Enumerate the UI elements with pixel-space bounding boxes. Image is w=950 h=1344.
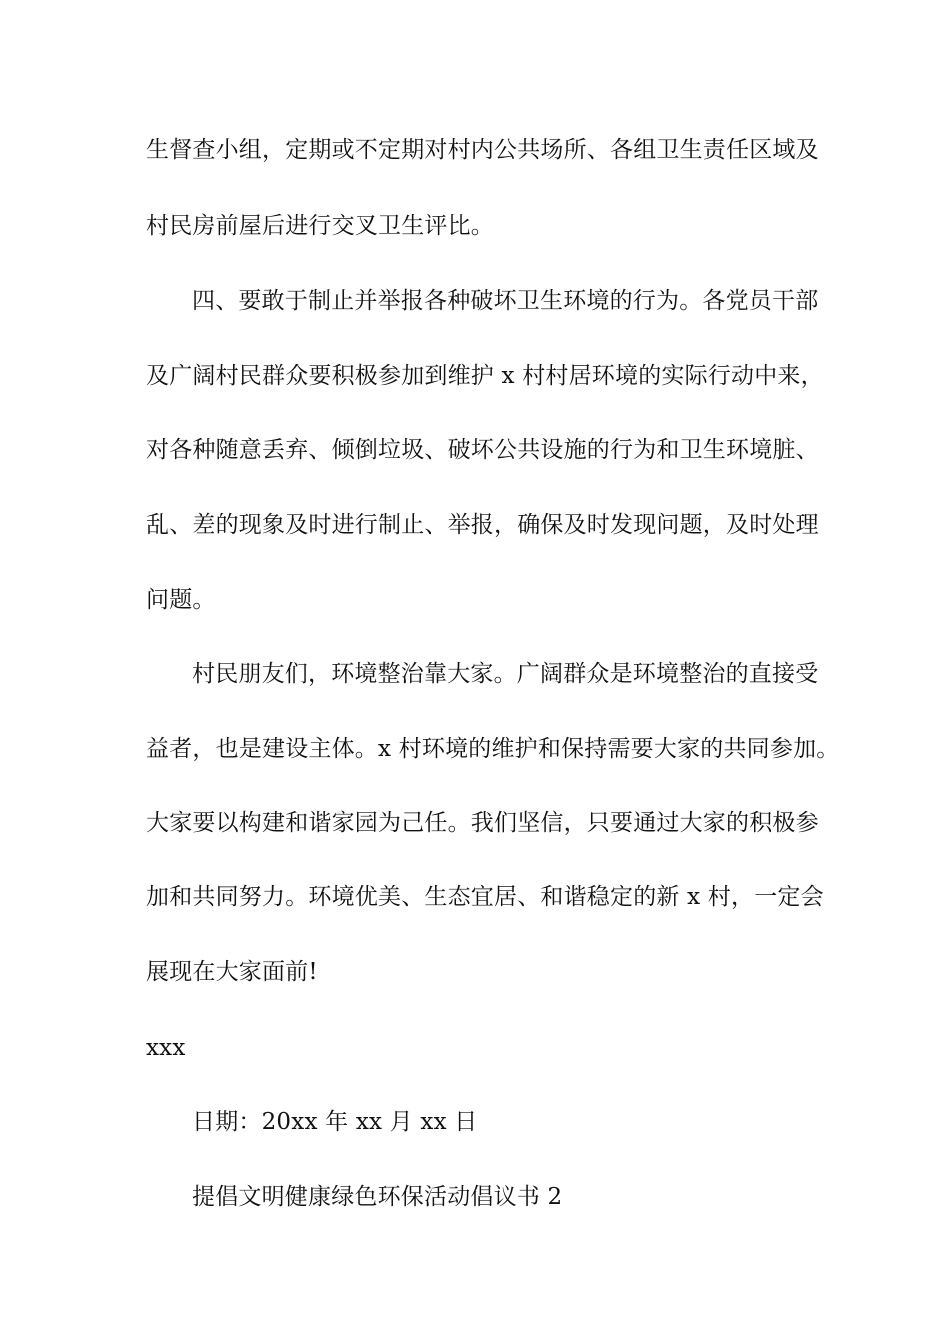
paragraph-line-5: 对各种随意丢弃、倾倒垃圾、破坏公共设施的行为和卫生环境脏、 — [146, 437, 819, 463]
paragraph-line-6: 乱、差的现象及时进行制止、举报，确保及时发现问题，及时处理 — [146, 512, 819, 538]
signature-line: xxx — [146, 1035, 186, 1061]
paragraph-line-10: 大家要以构建和谐家园为己任。我们坚信，只要通过大家的积极参 — [146, 810, 819, 836]
paragraph-line-4: 及广阔村民群众要积极参加到维护 x 村村居环境的实际行动中来， — [146, 363, 824, 389]
paragraph-line-11: 加和共同努力。环境优美、生态宜居、和谐稳定的新 x 村，一定会 — [146, 884, 824, 910]
paragraph-line-12: 展现在大家面前! — [146, 959, 318, 985]
paragraph-line-8: 村民朋友们，环境整治靠大家。广阔群众是环境整治的直接受 — [192, 661, 819, 687]
paragraph-line-9: 益者，也是建设主体。x 村环境的维护和保持需要大家的共同参加。 — [146, 736, 840, 762]
paragraph-line-1: 生督查小组，定期或不定期对村内公共场所、各组卫生责任区域及 — [146, 137, 819, 163]
paragraph-line-7: 问题。 — [146, 587, 216, 613]
date-line: 日期：20xx 年 xx 月 xx 日 — [192, 1109, 478, 1135]
paragraph-line-2: 村民房前屋后进行交叉卫生评比。 — [146, 213, 494, 239]
next-title-line: 提倡文明健康绿色环保活动倡议书 2 — [192, 1184, 563, 1210]
paragraph-line-3: 四、要敢于制止并举报各种破坏卫生环境的行为。各党员干部 — [192, 288, 819, 314]
